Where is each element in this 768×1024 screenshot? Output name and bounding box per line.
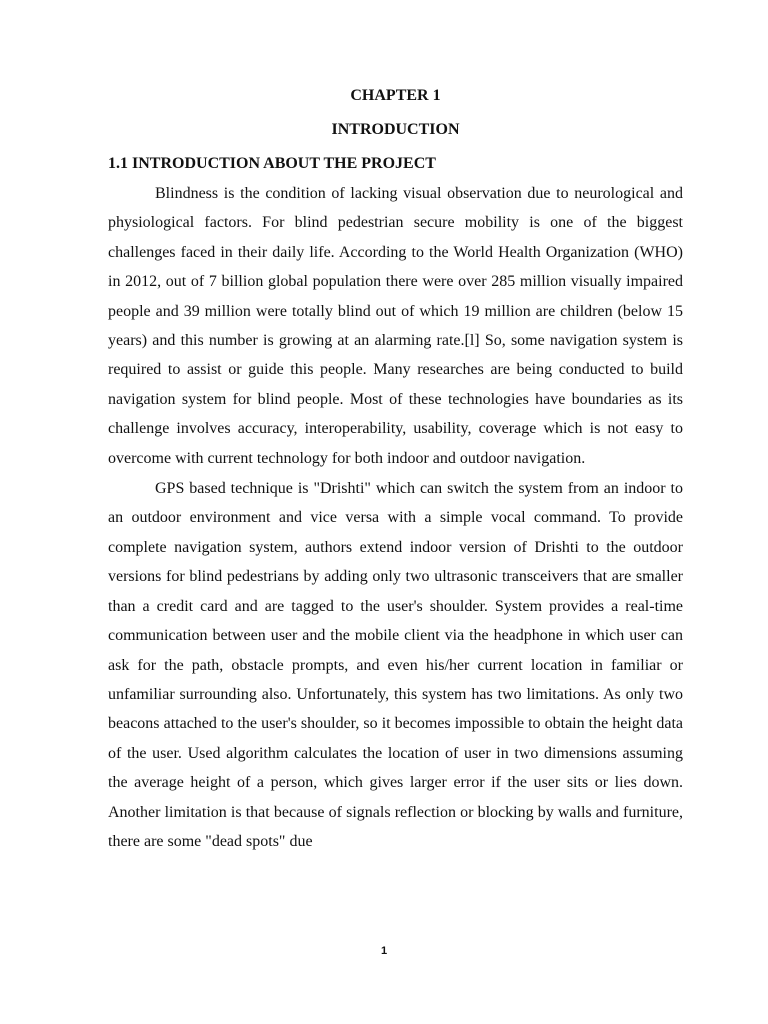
section-heading: 1.1 INTRODUCTION ABOUT THE PROJECT: [108, 155, 436, 172]
page-number: 1: [380, 945, 388, 957]
document-page: [108, 80, 683, 856]
chapter-title: INTRODUCTION: [331, 121, 460, 138]
body-paragraph: GPS based technique is "Drishti" which can switch the system from an indoor to an outdoor environment and vice versa with a simple vocal command. To provide complete navigation system, authors extend indoor version of Drishti to the outdoor versions for blind pedestrians by adding only two ultrasonic transceivers that are smaller than a credit card and are tagged to the user's shoulder. System provides a real-time communication between user and the mobile client via the headphone in which user can ask for the path, obstacle prompts, and even his/her current location in familiar or unfamiliar surrounding also. Unfortunately, this system has two limitations. As only two beacons attached to the user's shoulder, so it becomes impossible to obtain the height data of the user. Used algorithm calculates the location of user in two dimensions assuming the average height of a person, which gives larger error if the user sits or lies down. Another limitation is that because of signals reflection or blocking by walls and furniture, there are some "dead spots" due: [108, 480, 683, 850]
chapter-number: CHAPTER 1: [350, 87, 441, 104]
body-paragraph: Blindness is the condition of lacking visual observation due to neurological and physiological factors. For blind pedestrian secure mobility is one of the biggest challenges faced in their daily life. According to the World Health Organization (WHO) in 2012, out of 7 billion global population there were over 285 million visually impaired people and 39 million were totally blind out of which 19 million are children (below 15 years) and this number is growing at an alarming rate.[l] So, some navigation system is required to assist or guide this people. Many researches are being conducted to build navigation system for blind people. Most of these technologies have boundaries as its challenge involves accuracy, interoperability, usability, coverage which is not easy to overcome with current technology for both indoor and outdoor navigation.: [108, 185, 683, 467]
